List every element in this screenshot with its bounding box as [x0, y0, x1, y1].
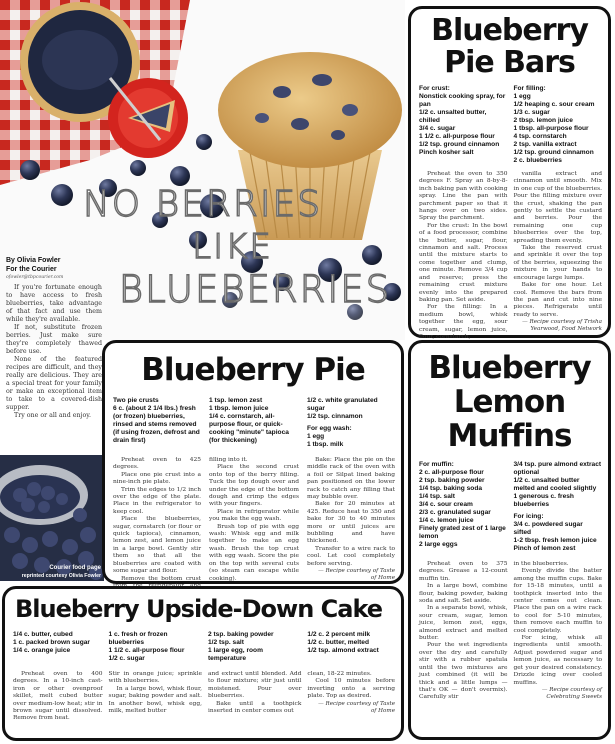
directions-column — [514, 561, 603, 702]
ingredient: 1 large egg, room temperature — [207, 647, 263, 662]
directions-column — [13, 671, 103, 723]
ingredient: 2 c. all-purpose flour — [419, 469, 484, 476]
ingredient: 1 tbsp. lemon juice — [209, 405, 269, 412]
berries-bowl-art — [0, 455, 104, 581]
ingredient: 1/2 c. unsalted butter melted and cooled slightly — [513, 477, 597, 492]
ingredient-heading: For filling: — [513, 85, 546, 92]
direction-paragraph: Cool 10 minutes before inverting onto a serving plate. Top as desired. — [307, 678, 396, 700]
ingredient-list-crust — [419, 85, 508, 165]
directions — [105, 449, 401, 598]
ingredient: 3/4 c. sour cream — [419, 501, 473, 508]
ingredient: 3/4 c. sugar — [419, 125, 456, 132]
direction-paragraph: In a large bowl, combine flour, baking powder, baking soda and salt. Set aside. — [419, 583, 508, 605]
headline-line-3: BLUEBERRIES — [118, 268, 392, 311]
ingredient: 2 tsp. baking powder — [207, 631, 274, 638]
ingredient: 1 egg — [306, 433, 325, 440]
ingredient: 1/2 heaping c. sour cream — [513, 101, 595, 108]
recipe-lemon-muffins — [408, 340, 611, 740]
recipe-credit: of Home — [370, 707, 396, 714]
intro-paragraph: Try one or all and enjoy. — [14, 412, 92, 419]
recipe-credit: — Recipe courtesy of Trisha — [522, 319, 602, 326]
ingredient-list-extra — [514, 461, 603, 553]
ingredient-heading: For egg wash: — [306, 425, 352, 432]
ingredient-list — [209, 397, 299, 449]
direction-paragraph: and extract until blended. Add to flour mixture; stir just until moistened. Pour over blueberries. — [207, 671, 302, 700]
direction-paragraph: Bake: Place the pie on the middle rack of the oven with a foil or Silpat lined baking pan positioned on the lower rack to catch any filling that may bubble over. — [306, 457, 395, 501]
directions-column — [109, 671, 202, 723]
photo-caption-line-1: Courier food page — [49, 565, 101, 571]
direction-paragraph: vanilla extract and cinnamon until smooth. Mix in one cup of the blueberries. Pour the filling mixture over the crust, shaking the pan gently to settle the custard and berries. Pour the remaining one cup blueberries over the top, spreading them evenly. — [513, 171, 602, 244]
ingredient: 1/2 c. 2 percent milk — [307, 631, 371, 638]
recipe-upside-down-cake — [2, 586, 404, 741]
ingredient: Pinch kosher salt — [419, 149, 474, 156]
recipe-title-line-1: Blueberry — [431, 13, 588, 48]
ingredient: 1/4 c. butter, cubed — [13, 631, 73, 638]
ingredient: 1 egg — [513, 93, 531, 100]
directions-column — [307, 671, 395, 723]
ingredient: 1-2 tbsp. fresh lemon juice — [513, 537, 597, 544]
recipe-title-line-1: Blueberry — [428, 350, 591, 386]
recipe-credit: Celebrating Sweets — [546, 693, 602, 700]
direction-paragraph: in the blueberries. — [513, 561, 569, 567]
ingredient-heading: For icing: — [513, 513, 544, 520]
direction-paragraph: For the crust: In the bowl of a food processor, combine the butter, sugar, flour, cinnamon and salt. Process until the mixture starts to come together and clump, one minute. Remove 3/4 cup and reserve; press the remaining crust mixture evenly into the prepared baking pan. Set aside. — [419, 222, 508, 303]
direction-paragraph: Preheat oven to 375 degrees. Grease a 12-count muffin tin. — [419, 561, 508, 582]
recipe-credit: — Recipe courtesy of — [541, 686, 602, 693]
recipe-title-line-3: Muffins — [447, 418, 572, 454]
directions — [5, 663, 401, 723]
intro-paragraph: If you're fortunate enough to have access to fresh blueberries, take advantage of that fact and use them while they're available. — [6, 284, 102, 323]
ingredient: 1/2 tsp. ground cinnamon — [513, 149, 594, 156]
recipe-title: Blueberry Upside-Down Cake — [15, 595, 383, 623]
ingredient: 1/4 c. lemon juice — [419, 517, 474, 524]
directions — [411, 553, 608, 702]
direction-paragraph: Preheat the oven to 350 degrees F. Spray an 8-by-8-inch baking pan with cooking spray. Line the pan with parchment paper so that it hangs over on two sides. Spray the parchment. — [419, 171, 508, 222]
ingredient: 1/4 tsp. salt — [419, 493, 455, 500]
ingredient: 1/2 c. white granulated sugar — [306, 397, 378, 412]
direction-paragraph: Preheat oven to 425 degrees. — [113, 457, 202, 471]
recipe-credit: Yearwood, Food Network — [530, 326, 602, 333]
direction-paragraph: Stir in orange juice; sprinkle with blueberries. — [108, 671, 202, 685]
ingredient-list — [13, 631, 103, 663]
headline-line-2: LIKE — [192, 227, 273, 267]
recipe-title-line-2: Pie Bars — [444, 45, 575, 80]
recipe-credit: — Recipe courtesy of Taste — [318, 568, 395, 575]
ingredient: 1/2 c. unsalted butter, chilled — [419, 109, 487, 124]
ingredient: 1/4 tsp. baking soda — [419, 485, 483, 492]
ingredient: 1 c. fresh or frozen blueberries — [108, 631, 168, 646]
recipe-pie-bars — [408, 6, 611, 338]
ingredient: 3/4 c. powdered sugar sifted — [513, 521, 583, 536]
ingredient: Finely grated zest of 1 large lemon — [419, 525, 506, 540]
direction-paragraph: Brush top of pie with egg wash: Whisk egg and milk together to make an egg wash. Brush the top crust with egg wash. Score the pie on the top with several cuts (so steam can escape while cooking). — [209, 523, 299, 582]
directions-column — [208, 671, 301, 723]
ingredient: 1 1/2 c. all-purpose flour — [419, 133, 495, 140]
intro-text — [6, 284, 102, 420]
ingredient: 1 c. packed brown sugar — [13, 639, 90, 646]
direction-paragraph: Place the second crust onto top of the berry filling. Tuck the top dough over and under the edge of the bottom dough and crimp the edges with your fingers. — [209, 464, 299, 508]
direction-paragraph: In a separate bowl, whisk, sour cream, sugar, lemon juice, lemon zest, eggs, almond extract and melted butter. — [419, 605, 508, 642]
recipe-credit: of Home — [370, 575, 395, 582]
byline — [6, 256, 104, 281]
ingredients — [105, 387, 401, 449]
recipe-credit: — Recipe courtesy of Taste — [318, 700, 396, 707]
ingredients — [411, 79, 608, 165]
ingredient: 1/2 tsp. ground cinnamon — [419, 141, 500, 148]
directions-column — [307, 457, 395, 598]
ingredient-list — [307, 397, 395, 449]
ingredient-list-muffin — [419, 461, 508, 553]
ingredient-list — [208, 631, 301, 663]
direction-paragraph: filling into it. — [209, 457, 248, 463]
ingredient-heading: For muffin: — [419, 461, 454, 468]
ingredient: 1/2 c. butter, melted — [307, 639, 369, 646]
direction-paragraph: Evenly divide the batter among the muffin cups. Bake for 15-18 minutes, until a toothpick inserted into the center comes out clean. Place the pan on a wire rack to cool for 5-10 minutes, then remove each muffin to cool completely. — [513, 568, 602, 634]
intro-paragraph: None of the featured recipes are difficult, and they really are delicious. They are a special treat for your family or make an exceptional item to take to a covered-dish supper. — [6, 356, 102, 411]
ingredient: 2 c. blueberries — [513, 157, 562, 164]
photo-caption-line-2: reprinted courtesy Olivia Fowler — [21, 573, 101, 579]
ingredient: 2/3 c. granulated sugar — [419, 509, 491, 516]
direction-paragraph: Preheat oven to 400 degrees. In a 10-inch cast-iron or other ovenproof skillet, melt cubed butter over medium-low heat; stir in brown sugar until dissolved. Remove from heat. — [13, 671, 103, 722]
directions-column — [419, 171, 508, 341]
ingredient: 1 tbsp. milk — [306, 441, 344, 448]
directions-column — [514, 171, 603, 341]
direction-paragraph: clean, 18-22 minutes. — [307, 671, 372, 677]
direction-paragraph: Place in refrigerator while you make the egg wash. — [209, 508, 299, 523]
ingredient: 1/4 c. orange juice — [13, 647, 71, 654]
ingredient: 1/4 c. cornstarch, all-purpose flour, or quick-cooking "minute" tapioca (for thickening) — [209, 413, 289, 444]
ingredient-list — [307, 631, 395, 663]
direction-paragraph: Place the blueberries, sugar, cornstarch (or flour or quick tapioca), cinnamon, lemon zest, and lemon juice in a large bowl. Gently stir them so that all the blueberries are coated with some sugar and flour. — [113, 516, 202, 575]
ingredient: 6 c. (about 2 1/4 lbs.) fresh (or frozen) blueberries, rinsed and stems removed (if using frozen, defrost and drain first) — [113, 405, 200, 444]
ingredient: 1/2 tsp. almond extract — [307, 647, 379, 654]
ingredient: 1/3 c. sugar — [513, 109, 550, 116]
direction-paragraph: Remove the bottom crust — [121, 575, 202, 582]
ingredients — [411, 453, 608, 553]
direction-paragraph: For the filling: In a medium bowl, whisk together the egg, sour cream, sugar, lemon juice, flour, cornstarch, — [419, 304, 508, 340]
ingredient: Pinch of lemon zest — [513, 545, 576, 552]
direction-paragraph: For icing, whisk all ingredients until smooth. Adjust powdered sugar and lemon juice, as necessary to get your desired consistency. Drizzle icing over cooled muffins. — [513, 635, 602, 686]
byline-email: ofowler@tbpcourier.com — [6, 275, 64, 280]
ingredient: 2 tsp. baking powder — [419, 477, 485, 484]
ingredient: 1/2 tsp. salt — [207, 639, 244, 646]
direction-paragraph: Pour the wet ingredients over the dry and carefully stir with a rubber spatula until the two mixtures are just combined (it will be thick and a little lumps — that's OK — don't overmix). Carefully stir — [419, 642, 508, 701]
direction-paragraph: In a large bowl, whisk flour, sugar, baking powder and salt. In another bowl, whisk egg, milk, melted butter — [108, 685, 202, 715]
ingredient-list — [109, 631, 202, 663]
recipe-blueberry-pie — [102, 340, 404, 584]
recipe-title-line-2: Lemon — [453, 384, 566, 420]
headline-line-1: NO BERRIES — [82, 184, 323, 225]
ingredient: 3/4 tsp. pure almond extract optional — [513, 461, 602, 476]
directions-column — [419, 561, 508, 702]
recipe-title: Blueberry Pie — [141, 352, 365, 388]
berries-bowl-photo — [0, 455, 104, 581]
ingredient: 1 generous c. fresh blueberries — [513, 493, 574, 508]
direction-paragraph: Transfer to a wire rack to cool. Let cool completely before serving. — [306, 545, 395, 567]
ingredient: 1/2 c. sugar — [108, 655, 145, 662]
direction-paragraph: Bake until a toothpick inserted in center comes out — [207, 700, 302, 715]
ingredient: 1 1/2 c. all-purpose flour — [108, 647, 185, 654]
direction-paragraph: Take the reserved crust and sprinkle it over the top of the berries, squeezing the mixture in your hands to encourage large lumps. — [513, 245, 602, 281]
ingredient: 1 tbsp. all-purpose flour — [513, 125, 589, 132]
ingredient: 2 tsp. vanilla extract — [513, 141, 577, 148]
intro-paragraph: If not, substitute frozen berries. Just make sure they're completely thawed before use. — [6, 324, 102, 355]
directions — [411, 165, 608, 341]
direction-paragraph: Place one pie crust into a nine-inch pie plate. — [113, 471, 202, 486]
ingredient-heading: For crust: — [419, 85, 450, 92]
directions-column — [113, 457, 201, 598]
direction-paragraph: Bake for 20 minutes at 425. Reduce heat to 350 and bake for 30 to 40 minutes more or until juices are bubbling and have thickened. — [306, 501, 395, 545]
ingredient: 4 tsp. cornstarch — [513, 133, 567, 140]
byline-author: By Olivia Fowler — [6, 257, 61, 264]
directions-column — [209, 457, 299, 598]
byline-outlet: For the Courier — [6, 266, 57, 273]
ingredient: 2 tbsp. lemon juice — [513, 117, 573, 124]
ingredient-list — [113, 397, 201, 449]
direction-paragraph: Bake for one hour. Let cool. Remove the bars from the pan and cut into nine pieces. Refrigerate until ready to serve. — [513, 282, 602, 318]
ingredient: 2 large eggs — [419, 541, 458, 548]
ingredient: 1/2 tsp. cinnamon — [306, 413, 363, 420]
ingredient: Nonstick cooking spray, for pan — [419, 93, 506, 108]
ingredient: 1 tsp. lemon zest — [209, 397, 263, 404]
ingredient: Two pie crusts — [113, 397, 159, 404]
ingredient-list-filling — [514, 85, 603, 165]
direction-paragraph: Trim the edges to 1/2 inch over the edge of the plate. Place in the refrigerator to keep cool. — [113, 486, 202, 515]
ingredients — [5, 623, 401, 663]
